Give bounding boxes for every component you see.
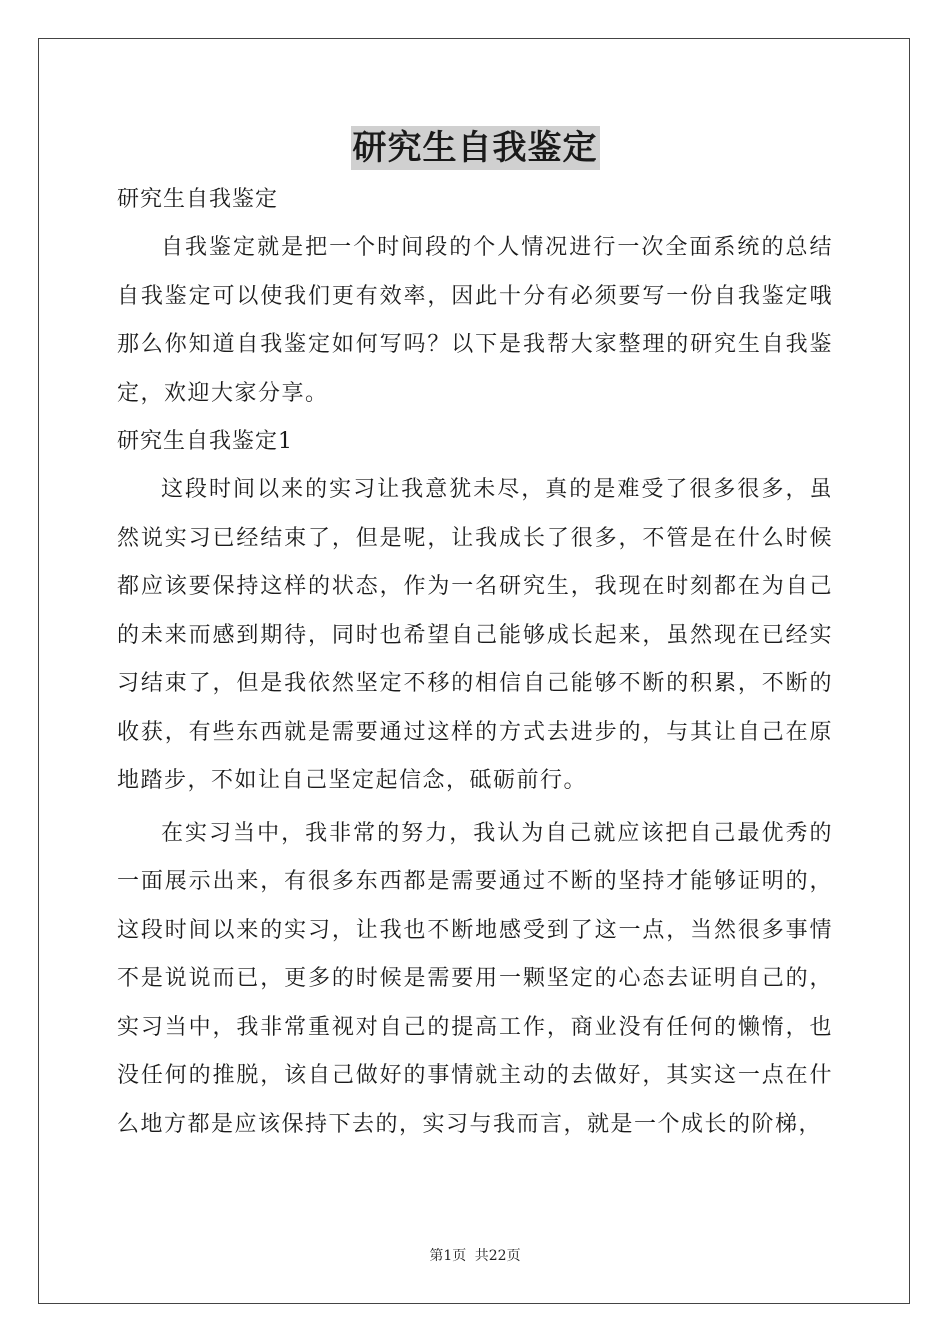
intro-paragraph: 自我鉴定就是把一个时间段的个人情况进行一次全面系统的总结自我鉴定可以使我们更有效率，因此十分有必须要写一份自我鉴定哦那么你知道自我鉴定如何写吗？以下是我帮大家整理的研究生自我鉴定，欢迎大家分享。 bbox=[117, 235, 833, 406]
section-heading: 研究生自我鉴定1 bbox=[117, 429, 293, 454]
document-title: 研究生自我鉴定 bbox=[352, 128, 598, 168]
document-body bbox=[117, 176, 833, 1149]
page-total: 共22页 bbox=[474, 1248, 521, 1264]
page-footer bbox=[0, 1245, 950, 1265]
page-number: 第1页 bbox=[429, 1248, 467, 1264]
body-paragraph-1: 这段时间以来的实习让我意犹未尽，真的是难受了很多很多，虽然说实习已经结束了，但是呢，让我成长了很多，不管是在什么时候都应该要保持这样的状态，作为一名研究生，我现在时刻都在为自己的未来而感到期待，同时也希望自己能够成长起来，虽然现在已经实习结束了，但是我依然坚定不移的相信自己能够不断的积累，不断的收获，有些东西就是需要通过这样的方式去进步的，与其让自己在原地踏步，不如让自己坚定起信念，砥砺前行。 bbox=[117, 477, 833, 793]
title-container bbox=[0, 126, 950, 170]
body-paragraph-2: 在实习当中，我非常的努力，我认为自己就应该把自己最优秀的一面展示出来，有很多东西都是需要通过不断的坚持才能够证明的，这段时间以来的实习，让我也不断地感受到了这一点，当然很多事情不是说说而已，更多的时候是需要用一颗坚定的心态去证明自己的，实习当中，我非常重视对自己的提高工作，商业没有任何的懒惰，也没任何的推脱，该自己做好的事情就主动的去做好，其实这一点在什么地方都是应该保持下去的，实习与我而言，就是一个成长的阶梯， bbox=[117, 820, 833, 1137]
subtitle-line: 研究生自我鉴定 bbox=[117, 187, 279, 212]
